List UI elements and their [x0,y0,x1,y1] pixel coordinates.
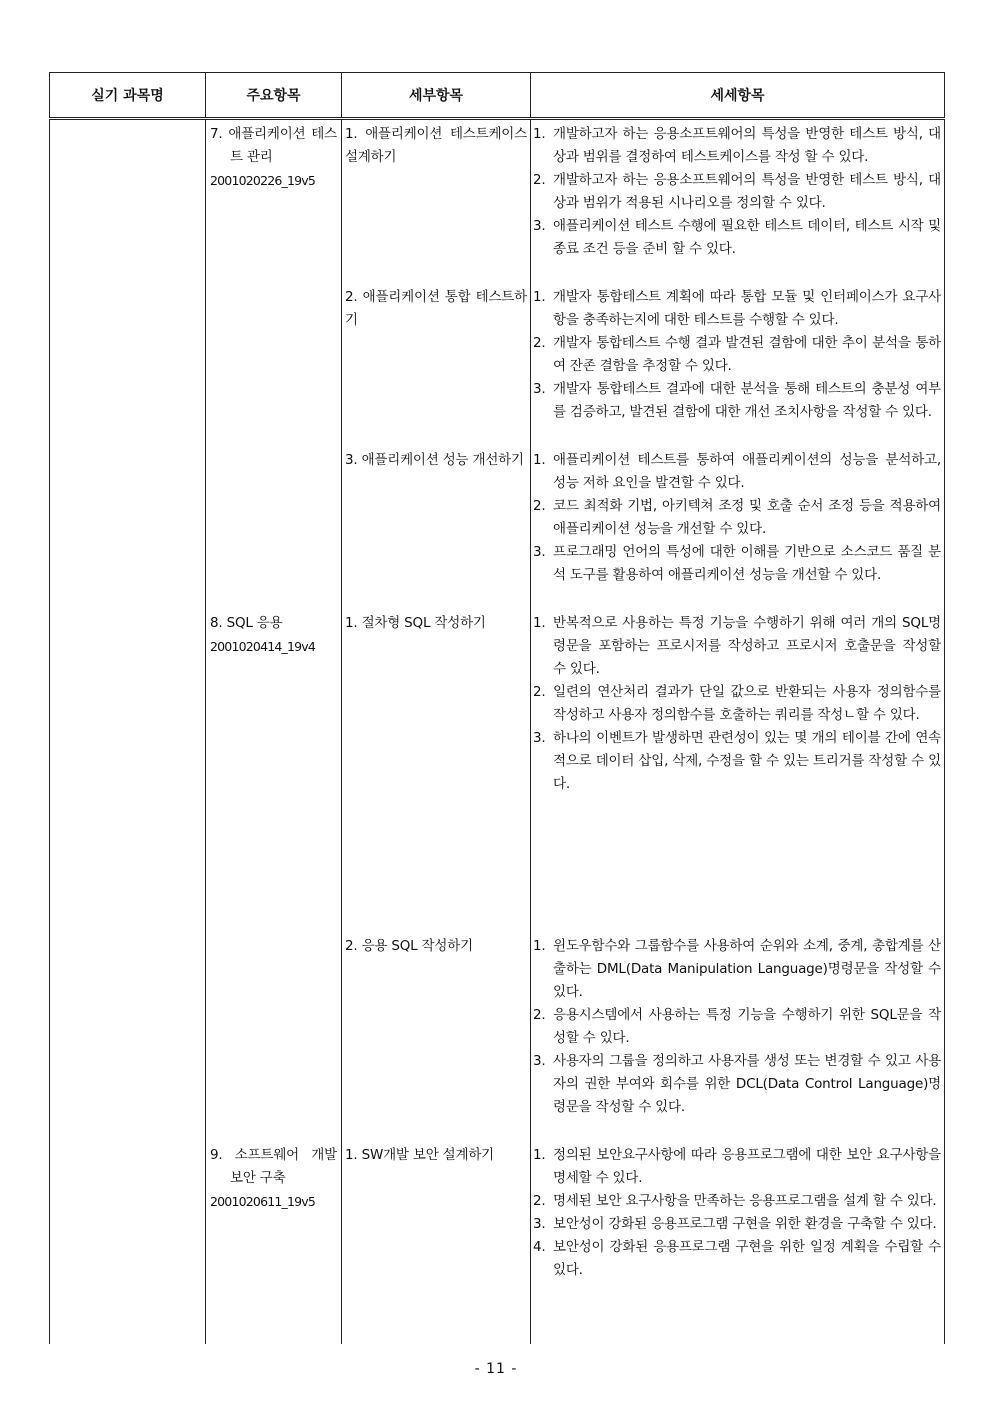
main-item-code: 2001020414_19v4 [210,639,316,654]
list-item: 1. 개발자 통합테스트 계획에 따라 통합 모듈 및 인터페이스가 요구사항을 충족하는지에 대한 테스트를 수행할 수 있다. [533,289,941,328]
sub-item-title: 1. 애플리케이션 테스트케이스 설계하기 [345,126,527,165]
list-item: 1. 윈도우함수와 그룹함수를 사용하여 순위와 소계, 중계, 총합계를 산출하는 DML(Data Manipulation Language)명령문을 작성할 수 있다. [533,938,941,1000]
list-item: 2. 일련의 연산처리 결과가 단일 값으로 반환되는 사용자 정의함수를 작성하고 사용자 정의함수를 호출하는 쿼리를 작성ㄴ할 수 있다. [533,684,941,723]
list-item: 2. 개발하고자 하는 응용소프트웨어의 특성을 반영한 테스트 방식, 대상과 범위가 적용된 시나리오를 정의할 수 있다. [533,172,941,211]
detail-item-cell [531,609,945,932]
detail-list [531,612,941,796]
sub-item-cell [342,609,531,932]
detail-item-cell [531,119,945,284]
detail-list [531,123,941,261]
list-item: 3. 개발자 통합테스트 결과에 대한 분석을 통해 테스트의 충분성 여부를 검증하고, 발견된 결함에 대한 개선 조치사항을 작성할 수 있다. [533,381,941,420]
detail-list [531,935,941,1119]
detail-list [531,449,941,587]
list-item: 3. 프로그래밍 언어의 특성에 대한 이해를 기반으로 소스코드 품질 분석 도구를 활용하여 애플리케이션 성능을 개선할 수 있다. [533,544,941,583]
table-header-row [50,73,945,119]
sub-item-title: 3. 애플리케이션 성능 개선하기 [345,452,524,468]
main-item-title: 7. 애플리케이션 테스트 관리 [210,126,337,165]
list-item: 3. 애플리케이션 테스트 수행에 필요한 테스트 데이터, 테스트 시작 및 종료 조건 등을 준비 할 수 있다. [533,218,941,257]
header-detail-item: 세세항목 [531,73,945,119]
list-item: 1. 정의된 보안요구사항에 따라 응용프로그램에 대한 보안 요구사항을 명세할 수 있다. [533,1147,941,1186]
main-item-cell [206,609,342,1141]
header-sub-item: 세부항목 [342,73,531,119]
main-item-code: 2001020611_19v5 [210,1194,316,1209]
sub-item-cell [342,119,531,284]
sub-item-cell [342,1141,531,1344]
main-item-title: 9. 소프트웨어 개발 보안 구축 [210,1147,337,1186]
list-item: 3. 하나의 이벤트가 발생하면 관련성이 있는 몇 개의 테이블 간에 연속적으로 데이터 삽입, 삭제, 수정을 할 수 있는 트리거를 작성할 수 있다. [533,730,941,792]
list-item: 2. 코드 최적화 기법, 아키텍쳐 조정 및 호출 순서 조정 등을 적용하여 애플리케이션 성능을 개선할 수 있다. [533,498,941,537]
detail-item-cell [531,932,945,1141]
detail-item-cell [531,283,945,446]
main-item-title: 8. SQL 응용 [210,615,283,631]
main-item-code: 2001020226_19v5 [210,173,316,188]
document-sheet [49,72,944,1342]
sub-item-title: 2. 응용 SQL 작성하기 [345,938,473,954]
detail-item-cell [531,446,945,609]
list-item: 4. 보안성이 강화된 응용프로그램 구현을 위한 일정 계획을 수립할 수 있다. [533,1239,941,1278]
list-item: 1. 반복적으로 사용하는 특정 기능을 수행하기 위해 여러 개의 SQL명령문을 포함하는 프로시저를 작성하고 프로시저 호출문을 작성할 수 있다. [533,615,941,677]
sub-item-title: 1. 절차형 SQL 작성하기 [345,615,486,631]
list-item: 2. 명세된 보안 요구사항을 만족하는 응용프로그램을 설계 할 수 있다. [533,1193,937,1209]
sub-item-title: 2. 애플리케이션 통합 테스트하기 [345,289,527,328]
exam-items-table [49,72,945,1344]
header-main-item: 주요항목 [206,73,342,119]
sub-item-cell [342,283,531,446]
detail-item-cell [531,1141,945,1344]
header-subject-name: 실기 과목명 [50,73,206,119]
main-item-cell [206,1141,342,1344]
list-item: 1. 애플리케이션 테스트를 통하여 애플리케이션의 성능을 분석하고, 성능 저하 요인을 발견할 수 있다. [533,452,941,491]
list-item: 2. 개발자 통합테스트 수행 결과 발견된 결함에 대한 추이 분석을 통하여 잔존 결함을 추정할 수 있다. [533,335,941,374]
sub-item-cell [342,446,531,609]
list-item: 2. 응용시스템에서 사용하는 특정 기능을 수행하기 위한 SQL문을 작성할 수 있다. [533,1007,941,1046]
main-item-cell [206,119,342,610]
page-number: - 11 - [474,1361,518,1377]
sub-item-title: 1. SW개발 보안 설계하기 [345,1147,494,1163]
detail-list [531,286,941,424]
sub-item-cell [342,932,531,1141]
detail-list [531,1144,941,1282]
list-item: 3. 사용자의 그룹을 정의하고 사용자를 생성 또는 변경할 수 있고 사용자의 권한 부여와 회수를 위한 DCL(Data Control Language)명령문을 작성할 수 있다. [533,1053,941,1115]
subject-name-cell [50,119,206,1345]
list-item: 3. 보안성이 강화된 응용프로그램 구현을 위한 환경을 구축할 수 있다. [533,1216,937,1232]
list-item: 1. 개발하고자 하는 응용소프트웨어의 특성을 반영한 테스트 방식, 대상과 범위를 결정하여 테스트케이스를 작성 할 수 있다. [533,126,941,165]
table-row [50,119,945,284]
